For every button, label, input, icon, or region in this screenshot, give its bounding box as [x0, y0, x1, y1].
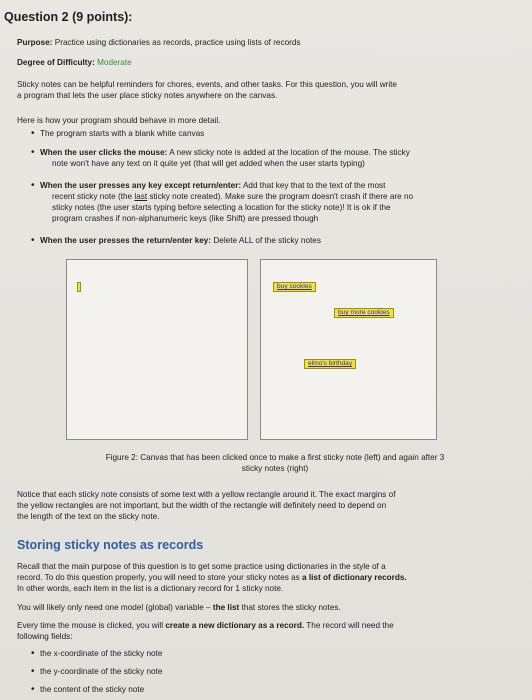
bullet-3-text-b: sticky note created). Make sure the program doesn't crash if there are no	[149, 192, 414, 201]
bullet-3-line-4: program crashes if non-alphanumeric keys (like Shift) are pressed though	[52, 214, 319, 223]
intro-line-1: Sticky notes can be helpful reminders for chores, events, and other tasks. For this question, you will write	[17, 80, 397, 89]
canvas-left	[66, 259, 248, 440]
sticky-note: buy cookies	[273, 282, 316, 292]
model-text-a: You will likely only need one model (global) variable –	[17, 603, 211, 612]
model-bold: the list	[212, 603, 240, 612]
canvas-right	[260, 259, 437, 440]
bullet-3-underlined: last	[134, 192, 148, 201]
difficulty-label: Degree of Difficulty:	[17, 58, 95, 67]
records-line-3: In other words, each item in the list is a dictionary record for 1 sticky note.	[17, 584, 284, 593]
bullet-2-text: A new sticky note is added at the location of the mouse. The sticky	[169, 148, 410, 157]
bullet-3-label: When the user presses any key except return/enter:	[40, 181, 242, 190]
bullet-3-text-a: recent sticky note (the	[52, 192, 133, 201]
records-line-1: Recall that the main purpose of this question is to get some practice using dictionaries in the style of a	[17, 562, 386, 571]
bullet-dot: •	[31, 235, 35, 246]
purpose-text: Practice using dictionaries as records, practice using lists of records	[54, 38, 301, 47]
click-bold: create a new dictionary as a record.	[165, 621, 305, 630]
bullet-1: The program starts with a blank white canvas	[40, 129, 205, 138]
notice-line-1: Notice that each sticky note consists of some text with a yellow rectangle around it. The exact margins of	[17, 490, 396, 499]
model-text-b: that stores the sticky notes.	[241, 603, 341, 612]
bullet-3-line-3: sticky notes (the user starts typing before selecting a location for the sticky note)! It is ok if the	[52, 203, 391, 212]
bullet-3-text: Add that key that to the text of the most	[242, 181, 386, 190]
question-title: Question 2 (9 points):	[4, 10, 133, 24]
bullet-dot: •	[31, 147, 35, 158]
bullet-dot: •	[31, 648, 35, 659]
bullet-4-text: Delete ALL of the sticky notes	[213, 236, 321, 245]
purpose-label: Purpose:	[17, 38, 53, 47]
section-heading: Storing sticky notes as records	[17, 538, 204, 552]
bullet-2-line-1	[40, 147, 518, 158]
bullet-3-line-1	[40, 180, 518, 191]
field-2: the y-coordinate of the sticky note	[40, 667, 163, 676]
figure-caption-line-1: Figure 2: Canvas that has been clicked once to make a first sticky note (left) and again after 3	[105, 453, 445, 462]
model-line	[17, 602, 514, 613]
click-text-a: Every time the mouse is clicked, you will	[17, 621, 164, 630]
bullet-dot: •	[31, 180, 35, 191]
bullet-dot: •	[31, 128, 35, 139]
click-line-1	[17, 620, 514, 631]
sticky-note: buy more cookies	[334, 308, 394, 318]
purpose-line	[17, 37, 514, 48]
bullet-4-label: When the user presses the return/enter key:	[40, 236, 212, 245]
bullet-4	[40, 235, 518, 246]
empty-sticky-note	[77, 282, 81, 292]
notice-line-3: the length of the text on the sticky note.	[17, 512, 160, 521]
field-3: the content of the sticky note	[40, 685, 145, 694]
records-bold: a list of dictionary records.	[302, 573, 407, 582]
behaviour-intro: Here is how your program should behave in more detail.	[17, 116, 221, 125]
click-line-2: following fields:	[17, 632, 73, 641]
sticky-note: elmo's birthday	[304, 359, 356, 369]
records-text: record. To do this question properly, you will need to store your sticky notes as	[17, 573, 300, 582]
records-line-2	[17, 572, 514, 583]
bullet-dot: •	[31, 684, 35, 695]
bullet-3-line-2	[52, 191, 530, 202]
notice-line-2: the yellow rectangles are not important, but the width of the rectangle will definitely need to depend on	[17, 501, 387, 510]
bullet-dot: •	[31, 666, 35, 677]
intro-line-2: a program that lets the user place sticky notes anywhere on the canvas.	[17, 91, 278, 100]
figure-caption-line-2: sticky notes (right)	[241, 464, 309, 473]
difficulty-line	[17, 57, 514, 68]
click-text-b: The record will need the	[306, 621, 394, 630]
difficulty-value: Moderate	[97, 58, 132, 67]
bullet-2-label: When the user clicks the mouse:	[40, 148, 168, 157]
field-1: the x-coordinate of the sticky note	[40, 649, 163, 658]
bullet-2-line-2: note won't have any text on it quite yet (that will get added when the user starts typing)	[52, 159, 365, 168]
